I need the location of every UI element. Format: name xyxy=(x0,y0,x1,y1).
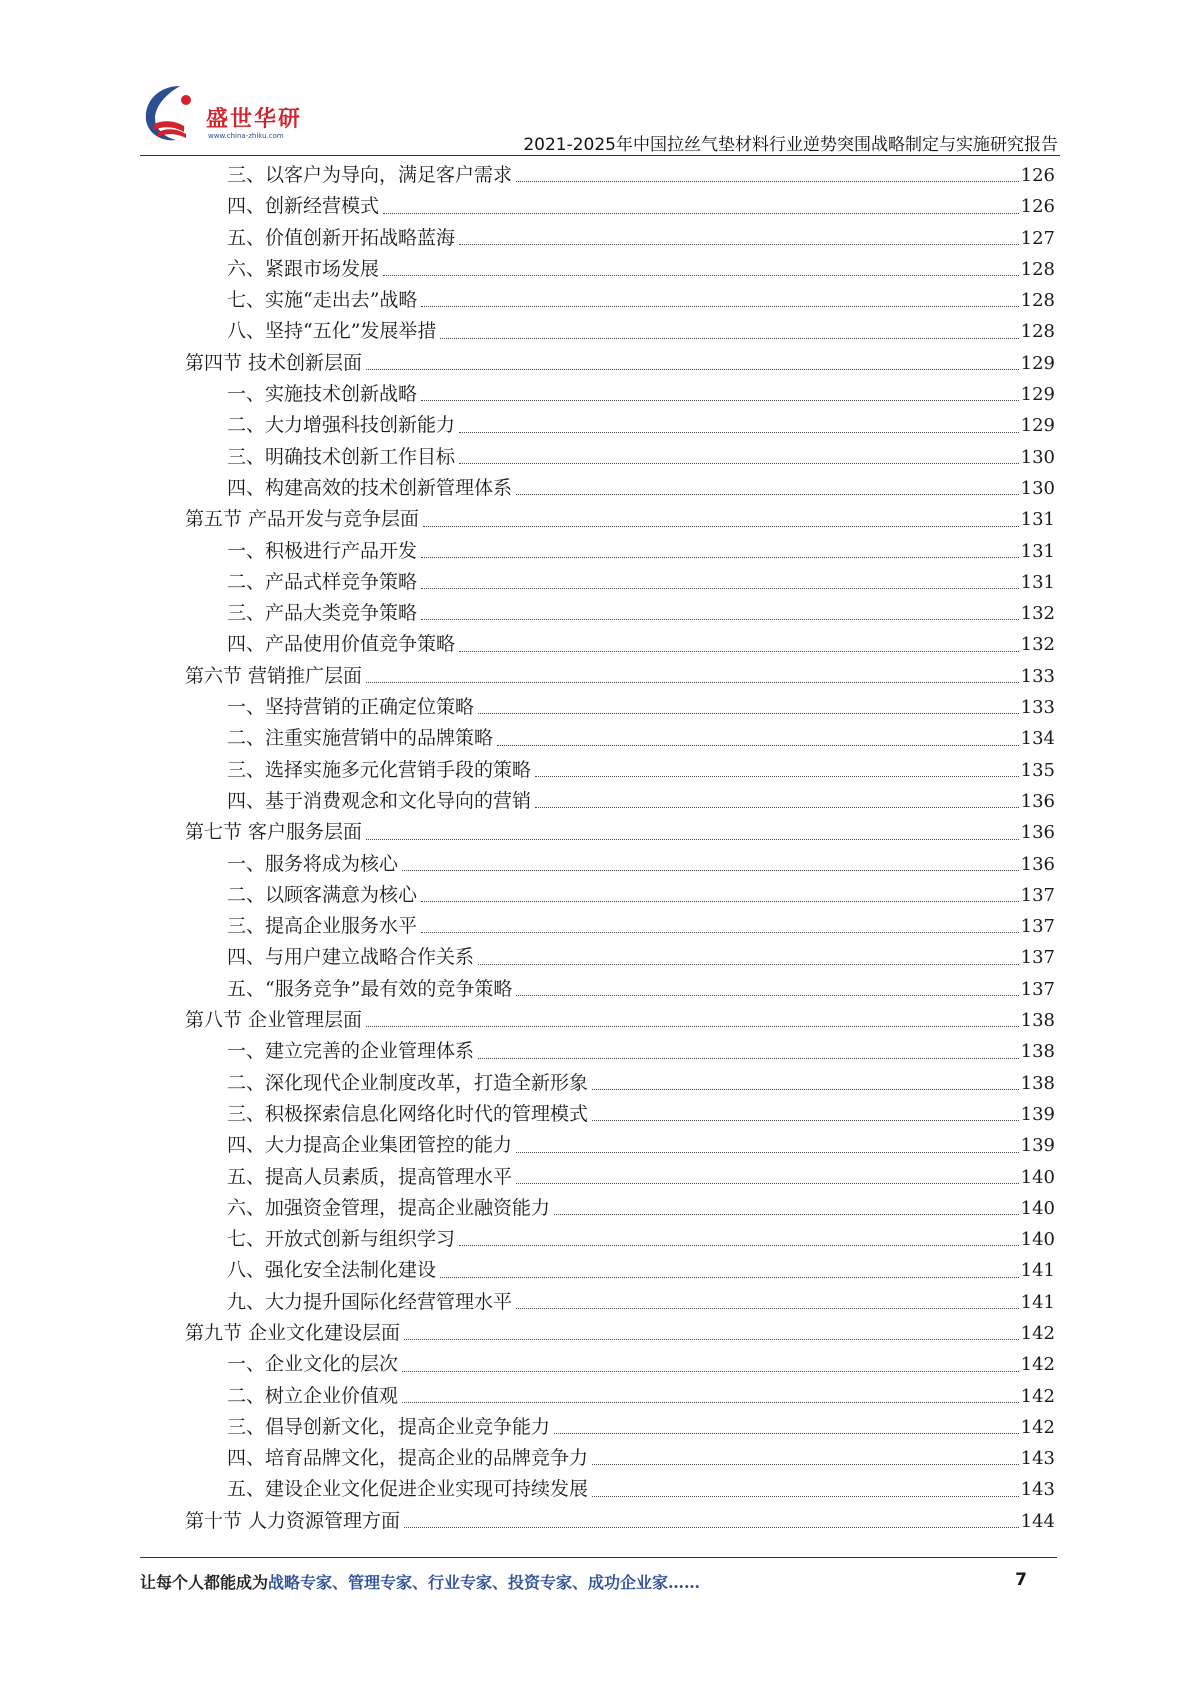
toc-entry-label: 七、开放式创新与组织学习 xyxy=(227,1228,456,1251)
toc-entry[interactable] xyxy=(185,629,1055,660)
toc-entry-page: 142 xyxy=(1020,1322,1055,1344)
toc-entry[interactable] xyxy=(185,1193,1055,1224)
toc-entry-page: 138 xyxy=(1020,1010,1055,1032)
toc-dot-leader xyxy=(478,964,1019,965)
toc-dot-leader xyxy=(592,1120,1019,1121)
toc-dot-leader xyxy=(459,1245,1019,1246)
toc-entry-label: 二、以顾客满意为核心 xyxy=(227,883,418,906)
toc-entry-page: 130 xyxy=(1020,446,1055,468)
toc-entry[interactable] xyxy=(185,473,1055,504)
toc-entry-label: 五、价值创新开拓战略蓝海 xyxy=(227,226,456,249)
toc-dot-leader xyxy=(421,932,1019,933)
toc-entry-page: 131 xyxy=(1020,509,1055,531)
toc-entry-label: 九、大力提升国际化经营管理水平 xyxy=(227,1290,513,1313)
toc-entry-page: 138 xyxy=(1020,1041,1055,1063)
toc-entry[interactable] xyxy=(185,536,1055,567)
toc-dot-leader xyxy=(383,275,1019,276)
toc-entry[interactable] xyxy=(185,316,1055,347)
toc-entry-label: 一、坚持营销的正确定位策略 xyxy=(227,696,475,719)
toc-entry-page: 126 xyxy=(1020,165,1055,186)
logo-emblem-icon xyxy=(140,80,210,150)
toc-entry-label: 三、以客户为导向，满足客户需求 xyxy=(227,164,513,186)
toc-dot-leader xyxy=(516,995,1018,996)
report-title: 2021-2025年中国拉丝气垫材料行业逆势突围战略制定与实施研究报告 xyxy=(523,135,1058,155)
toc-entry-page: 139 xyxy=(1020,1103,1055,1125)
toc-entry[interactable] xyxy=(185,1443,1055,1474)
toc-dot-leader xyxy=(592,1496,1019,1497)
toc-entry[interactable] xyxy=(185,1255,1055,1286)
toc-entry-label: 八、强化安全法制化建设 xyxy=(227,1259,437,1282)
page-number: 7 xyxy=(1015,1570,1027,1590)
footer-slogan-highlight: 战略专家、管理专家、行业专家、投资专家、成功企业家…… xyxy=(268,1573,701,1592)
toc-entry-page: 129 xyxy=(1020,384,1055,406)
toc-dot-leader xyxy=(516,1308,1019,1309)
toc-entry-page: 129 xyxy=(1020,415,1055,437)
toc-entry-page: 143 xyxy=(1020,1448,1055,1470)
toc-dot-leader xyxy=(440,338,1018,339)
toc-entry-label: 四、产品使用价值竞争策略 xyxy=(227,633,456,656)
toc-entry-label: 六、加强资金管理，提高企业融资能力 xyxy=(227,1196,551,1219)
toc-entry[interactable] xyxy=(185,348,1055,379)
toc-entry-label: 三、积极探索信息化网络化时代的管理模式 xyxy=(227,1102,589,1125)
toc-dot-leader xyxy=(402,1402,1019,1403)
toc-dot-leader xyxy=(478,713,1019,714)
toc-entry[interactable] xyxy=(185,786,1055,817)
toc-dot-leader xyxy=(478,1058,1019,1059)
toc-dot-leader xyxy=(497,745,1019,746)
toc-entry-page: 128 xyxy=(1020,321,1055,343)
toc-dot-leader xyxy=(402,870,1019,871)
toc-entry[interactable] xyxy=(185,911,1055,942)
toc-entry-label: 一、建立完善的企业管理体系 xyxy=(227,1040,475,1063)
toc-entry-page: 133 xyxy=(1020,665,1055,687)
toc-entry[interactable] xyxy=(185,1287,1055,1318)
toc-entry-label: 第四节 技术创新层面 xyxy=(185,351,363,374)
toc-entry-page: 134 xyxy=(1020,728,1055,750)
toc-entry[interactable] xyxy=(185,1381,1055,1412)
toc-entry-label: 四、培育品牌文化，提高企业的品牌竞争力 xyxy=(227,1447,589,1470)
toc-dot-leader xyxy=(366,1026,1019,1027)
toc-dot-leader xyxy=(592,1464,1019,1465)
toc-entry[interactable] xyxy=(185,817,1055,848)
toc-entry[interactable] xyxy=(185,1162,1055,1193)
toc-dot-leader xyxy=(366,682,1019,683)
toc-entry-label: 第六节 营销推广层面 xyxy=(185,664,363,687)
toc-entry[interactable] xyxy=(185,1474,1055,1505)
toc-entry[interactable] xyxy=(185,661,1055,692)
toc-entry-label: 八、坚持“五化”发展举措 xyxy=(227,320,437,343)
toc-entry-page: 140 xyxy=(1020,1197,1055,1219)
toc-entry[interactable] xyxy=(185,974,1055,1005)
toc-entry-page: 132 xyxy=(1020,603,1055,625)
toc-entry[interactable] xyxy=(185,1349,1055,1380)
toc-entry-page: 136 xyxy=(1020,822,1055,844)
toc-entry[interactable] xyxy=(185,1130,1055,1161)
toc-entry-label: 四、与用户建立战略合作关系 xyxy=(227,946,475,969)
toc-entry-label: 一、积极进行产品开发 xyxy=(227,539,418,562)
toc-dot-leader xyxy=(421,619,1019,620)
toc-dot-leader xyxy=(366,369,1019,370)
logo-name: 盛世华研 xyxy=(206,107,303,132)
toc-entry-label: 四、构建高效的技术创新管理体系 xyxy=(227,476,513,499)
toc-entry[interactable] xyxy=(185,410,1055,441)
toc-entry-label: 三、提高企业服务水平 xyxy=(227,915,418,938)
toc-entry-page: 136 xyxy=(1020,853,1055,875)
page-header xyxy=(140,80,1060,155)
toc-entry[interactable] xyxy=(185,723,1055,754)
toc-entry-label: 第十节 人力资源管理方面 xyxy=(185,1509,401,1532)
toc-entry[interactable] xyxy=(185,1506,1055,1537)
toc-entry-label: 三、倡导创新文化，提高企业竞争能力 xyxy=(227,1415,551,1438)
toc-dot-leader xyxy=(516,494,1019,495)
toc-dot-leader xyxy=(423,526,1019,527)
toc-entry[interactable] xyxy=(185,379,1055,410)
toc-dot-leader xyxy=(554,1214,1019,1215)
toc-entry-label: 二、大力增强科技创新能力 xyxy=(227,414,456,437)
toc-entry[interactable] xyxy=(185,442,1055,473)
toc-dot-leader xyxy=(421,557,1019,558)
toc-entry[interactable] xyxy=(185,692,1055,723)
toc-entry-page: 128 xyxy=(1020,290,1055,312)
toc-entry-label: 一、服务将成为核心 xyxy=(227,852,399,875)
toc-entry-page: 144 xyxy=(1020,1510,1055,1532)
toc-dot-leader xyxy=(459,244,1019,245)
toc-entry[interactable] xyxy=(185,223,1055,254)
toc-dot-leader xyxy=(404,1339,1019,1340)
toc-entry[interactable] xyxy=(185,1318,1055,1349)
toc-entry-label: 五、“服务竞争”最有效的竞争策略 xyxy=(227,977,513,1000)
toc-entry-label: 三、明确技术创新工作目标 xyxy=(227,445,456,468)
toc-entry-label: 四、基于消费观念和文化导向的营销 xyxy=(227,789,532,812)
footer-slogan-prefix: 让每个人都能成为 xyxy=(140,1573,269,1592)
toc-entry[interactable] xyxy=(185,160,1055,191)
toc-dot-leader xyxy=(592,1089,1019,1090)
toc-entry[interactable] xyxy=(185,285,1055,316)
toc-entry-page: 142 xyxy=(1020,1385,1055,1407)
toc-entry-label: 一、企业文化的层次 xyxy=(227,1353,399,1376)
toc-entry-label: 六、紧跟市场发展 xyxy=(227,257,380,280)
toc-entry-page: 126 xyxy=(1020,196,1055,218)
toc-entry[interactable] xyxy=(185,880,1055,911)
toc-entry-page: 129 xyxy=(1020,352,1055,374)
toc-entry[interactable] xyxy=(185,598,1055,629)
toc-entry-label: 五、建设企业文化促进企业实现可持续发展 xyxy=(227,1478,589,1501)
toc-entry-page: 142 xyxy=(1020,1354,1055,1376)
toc-entry-page: 137 xyxy=(1020,916,1055,938)
toc-entry-page: 128 xyxy=(1020,258,1055,280)
company-logo xyxy=(140,80,310,150)
logo-url: www.china-zhiku.com xyxy=(208,132,284,140)
toc-entry-page: 136 xyxy=(1020,790,1055,812)
toc-entry-label: 四、创新经营模式 xyxy=(227,195,380,218)
toc-entry-page: 142 xyxy=(1020,1416,1055,1438)
toc-entry[interactable] xyxy=(185,1005,1055,1036)
toc-dot-leader xyxy=(404,1527,1019,1528)
page-footer xyxy=(140,1570,1057,1598)
toc-entry-label: 第九节 企业文化建设层面 xyxy=(185,1321,401,1344)
toc-entry-label: 二、深化现代企业制度改革，打造全新形象 xyxy=(227,1071,589,1094)
toc-entry-page: 141 xyxy=(1020,1260,1055,1282)
toc-dot-leader xyxy=(535,807,1019,808)
toc-dot-leader xyxy=(421,901,1019,902)
toc-entry[interactable] xyxy=(185,504,1055,535)
toc-entry-label: 七、实施“走出去”战略 xyxy=(227,289,418,312)
toc-dot-leader xyxy=(459,463,1019,464)
toc-entry[interactable] xyxy=(185,1036,1055,1067)
toc-entry-page: 133 xyxy=(1020,697,1055,719)
toc-dot-leader xyxy=(516,181,1019,182)
toc-dot-leader xyxy=(459,651,1019,652)
toc-dot-leader xyxy=(421,400,1019,401)
footer-divider xyxy=(140,1557,1057,1558)
table-of-contents xyxy=(185,160,1055,1537)
toc-dot-leader xyxy=(421,306,1018,307)
toc-entry[interactable] xyxy=(185,191,1055,222)
toc-dot-leader xyxy=(440,1277,1019,1278)
toc-entry-page: 127 xyxy=(1020,227,1055,249)
toc-entry-page: 131 xyxy=(1020,540,1055,562)
toc-entry-label: 二、产品式样竞争策略 xyxy=(227,570,418,593)
toc-entry[interactable] xyxy=(185,254,1055,285)
toc-entry-label: 五、提高人员素质，提高管理水平 xyxy=(227,1165,513,1188)
toc-entry-page: 139 xyxy=(1020,1135,1055,1157)
toc-entry-page: 137 xyxy=(1020,978,1055,1000)
toc-entry-label: 第七节 客户服务层面 xyxy=(185,821,363,844)
toc-entry[interactable] xyxy=(185,849,1055,880)
toc-entry-page: 143 xyxy=(1020,1479,1055,1501)
toc-entry[interactable] xyxy=(185,1068,1055,1099)
toc-entry[interactable] xyxy=(185,1412,1055,1443)
toc-entry[interactable] xyxy=(185,942,1055,973)
toc-entry-label: 第八节 企业管理层面 xyxy=(185,1009,363,1032)
toc-entry-label: 一、实施技术创新战略 xyxy=(227,383,418,406)
toc-dot-leader xyxy=(516,1183,1019,1184)
toc-dot-leader xyxy=(459,432,1019,433)
toc-dot-leader xyxy=(383,213,1019,214)
toc-entry-label: 四、大力提高企业集团管控的能力 xyxy=(227,1134,513,1157)
toc-entry-page: 141 xyxy=(1020,1291,1055,1313)
toc-entry-label: 二、树立企业价值观 xyxy=(227,1384,399,1407)
toc-entry[interactable] xyxy=(185,1224,1055,1255)
toc-entry-label: 二、注重实施营销中的品牌策略 xyxy=(227,727,494,750)
toc-entry[interactable] xyxy=(185,567,1055,598)
toc-entry-label: 第五节 产品开发与竞争层面 xyxy=(185,508,420,531)
toc-entry-page: 137 xyxy=(1020,947,1055,969)
toc-entry-page: 135 xyxy=(1020,759,1055,781)
toc-dot-leader xyxy=(535,776,1019,777)
toc-entry-label: 三、产品大类竞争策略 xyxy=(227,602,418,625)
toc-entry-page: 140 xyxy=(1020,1166,1055,1188)
toc-dot-leader xyxy=(402,1371,1019,1372)
toc-entry[interactable] xyxy=(185,755,1055,786)
toc-entry-label: 三、选择实施多元化营销手段的策略 xyxy=(227,758,532,781)
toc-entry-page: 130 xyxy=(1020,477,1055,499)
toc-entry-page: 138 xyxy=(1020,1072,1055,1094)
toc-entry[interactable] xyxy=(185,1099,1055,1130)
toc-dot-leader xyxy=(554,1433,1019,1434)
toc-entry-page: 140 xyxy=(1020,1229,1055,1251)
toc-entry-page: 131 xyxy=(1020,571,1055,593)
toc-entry-page: 132 xyxy=(1020,634,1055,656)
toc-entry-page: 137 xyxy=(1020,884,1055,906)
toc-dot-leader xyxy=(366,839,1019,840)
toc-dot-leader xyxy=(421,588,1019,589)
header-divider xyxy=(140,155,1060,156)
toc-dot-leader xyxy=(516,1152,1019,1153)
